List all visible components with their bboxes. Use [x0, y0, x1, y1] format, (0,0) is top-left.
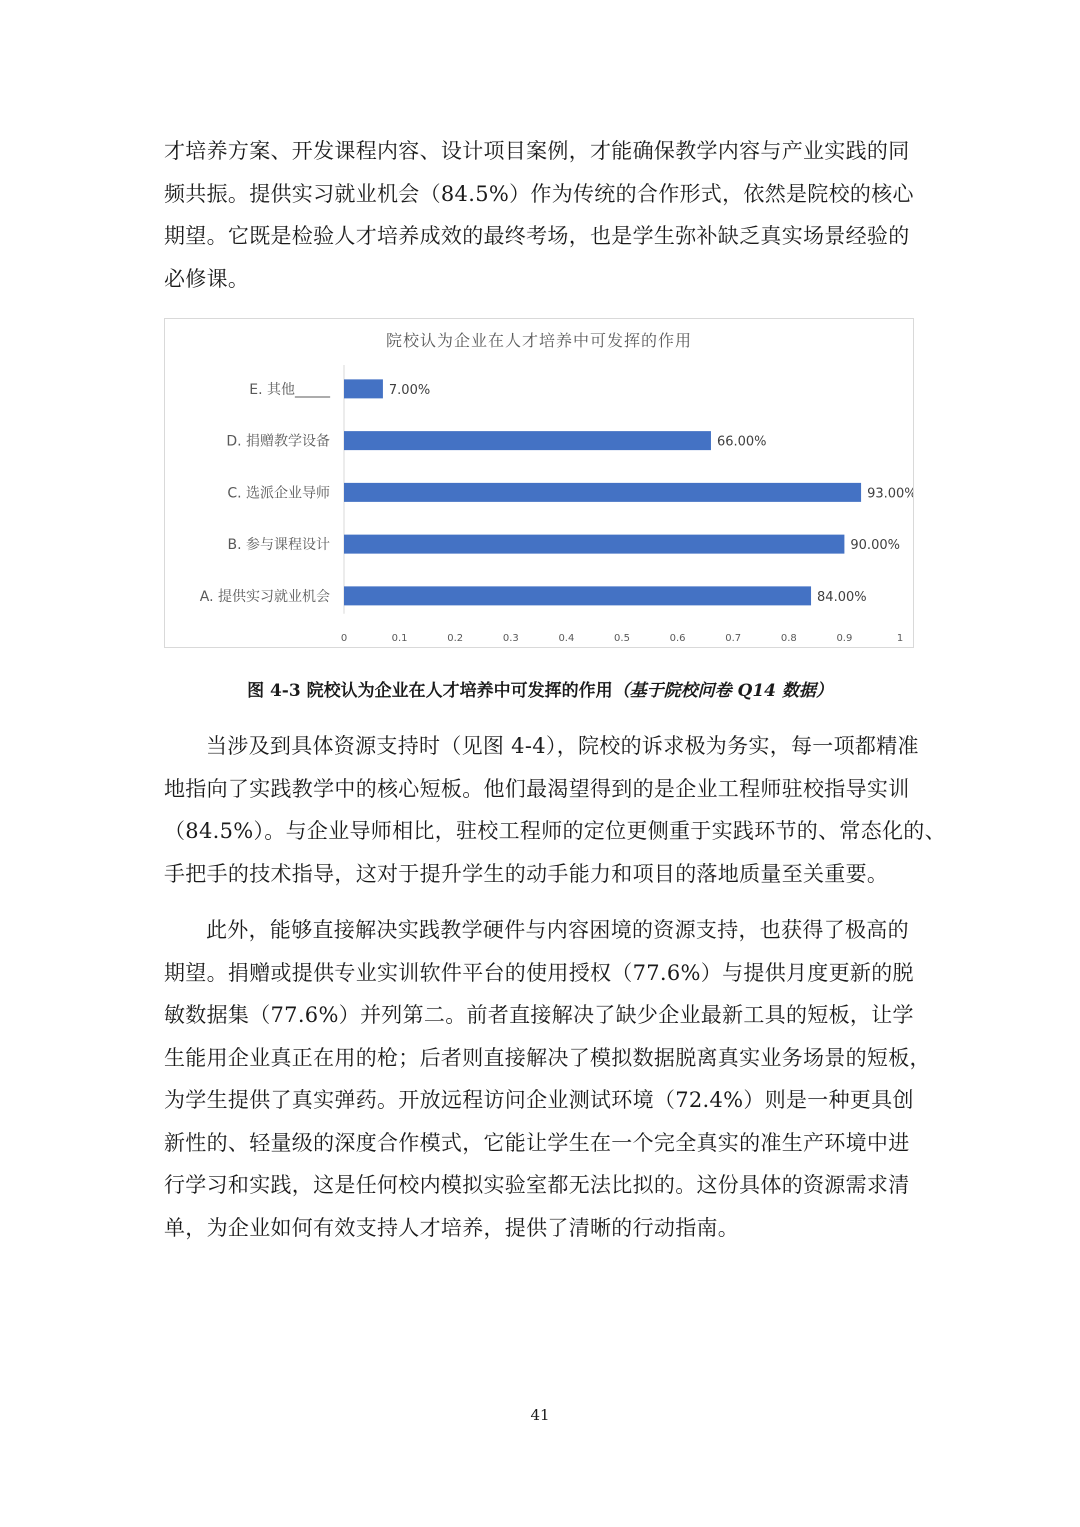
paragraph-hardware-content: [164, 909, 931, 1249]
x-tick-label: 0.6: [669, 633, 686, 644]
text-line: 当涉及到具体资源支持时（见图 4-4），院校的诉求极为务实，每一项都精准: [206, 734, 919, 758]
text-line: 行学习和实践，这是任何校内模拟实验室都无法比拟的。这份具体的资源需求清: [164, 1173, 910, 1197]
chart-frame: [164, 318, 914, 648]
x-tick-label: 0.7: [725, 633, 742, 644]
text-line: 期望。捐赠或提供专业实训软件平台的使用授权（77.6%）与提供月度更新的脱: [164, 960, 914, 985]
text-line: 手把手的技术指导，这对于提升学生的动手能力和项目的落地质量至关重要。: [164, 861, 889, 886]
bar: [344, 431, 711, 450]
data-label: 93.00%: [867, 486, 913, 502]
text-line: 为学生提供了真实弹药。开放远程访问企业测试环境（72.4%）则是一种更具创: [164, 1088, 914, 1112]
paragraph-resource-support: [164, 725, 946, 895]
chart-title: 院校认为企业在人才培养中可发挥的作用: [385, 331, 693, 350]
data-label: 66.00%: [716, 434, 767, 450]
x-tick-label: 0: [340, 633, 348, 644]
text-line: 新性的、轻量级的深度合作模式，它能让学生在一个完全真实的准生产环境中进: [164, 1130, 910, 1155]
category-label: D. 捐赠教学设备: [226, 433, 330, 450]
bar: [344, 379, 383, 398]
data-label: 90.00%: [850, 538, 900, 554]
text-line: 期望。它既是检验人才培养成效的最终考场，也是学生弥补缺乏真实场景经验的: [164, 224, 910, 248]
x-tick-label: 0.2: [447, 633, 464, 644]
figure-caption: [0, 676, 1080, 701]
category-label: C. 选派企业导师: [227, 485, 330, 502]
text-line: 地指向了实践教学中的核心短板。他们最渴望得到的是企业工程师驻校指导实训: [164, 776, 910, 801]
paragraph-top: [164, 130, 916, 300]
text-line: 单，为企业如何有效支持人才培养，提供了清晰的行动指南。: [164, 1215, 740, 1240]
data-label: 84.00%: [817, 589, 867, 605]
x-tick-label: 0.5: [614, 633, 630, 644]
text-line: 频共振。提供实习就业机会（84.5%）作为传统的合作形式，依然是院校的核心: [164, 181, 914, 206]
text-line: 此外，能够直接解决实践教学硬件与内容困境的资源支持，也获得了极高的: [206, 918, 909, 942]
x-tick-label: 0.9: [836, 633, 853, 644]
bar: [344, 535, 844, 554]
text-line: 必修课。: [164, 266, 250, 291]
x-tick-label: 0.4: [558, 633, 575, 644]
text-line: （84.5%）。与企业导师相比，驻校工程师的定位更侧重于实践环节的、常态化的、: [164, 819, 946, 843]
category-label: E. 其他_____: [249, 381, 330, 398]
bar: [344, 483, 861, 502]
x-tick-label: 0.8: [780, 633, 797, 644]
x-tick-label: 0.1: [391, 633, 408, 644]
category-label: A. 提供实习就业机会: [199, 588, 330, 605]
page-number: 41: [530, 1406, 550, 1424]
x-tick-label: 0.3: [502, 633, 519, 644]
bar: [344, 586, 811, 605]
figure-caption-source: （基于院校问卷 Q14 数据）: [612, 681, 833, 701]
text-line: 敏数据集（77.6%）并列第二。前者直接解决了缺少企业最新工具的短板，让学: [164, 1003, 914, 1027]
category-label: B. 参与课程设计: [227, 537, 330, 554]
data-label: 7.00%: [388, 382, 431, 398]
x-tick-label: 1: [896, 633, 904, 644]
figure-caption-main: 图 4-3 院校认为企业在人才培养中可发挥的作用: [247, 681, 613, 701]
bar-chart: [165, 319, 913, 647]
text-line: 才培养方案、开发课程内容、设计项目案例，才能确保教学内容与产业实践的同: [164, 139, 910, 163]
text-line: 生能用企业真正在用的枪；后者则直接解决了模拟数据脱离真实业务场景的短板，: [164, 1045, 931, 1070]
